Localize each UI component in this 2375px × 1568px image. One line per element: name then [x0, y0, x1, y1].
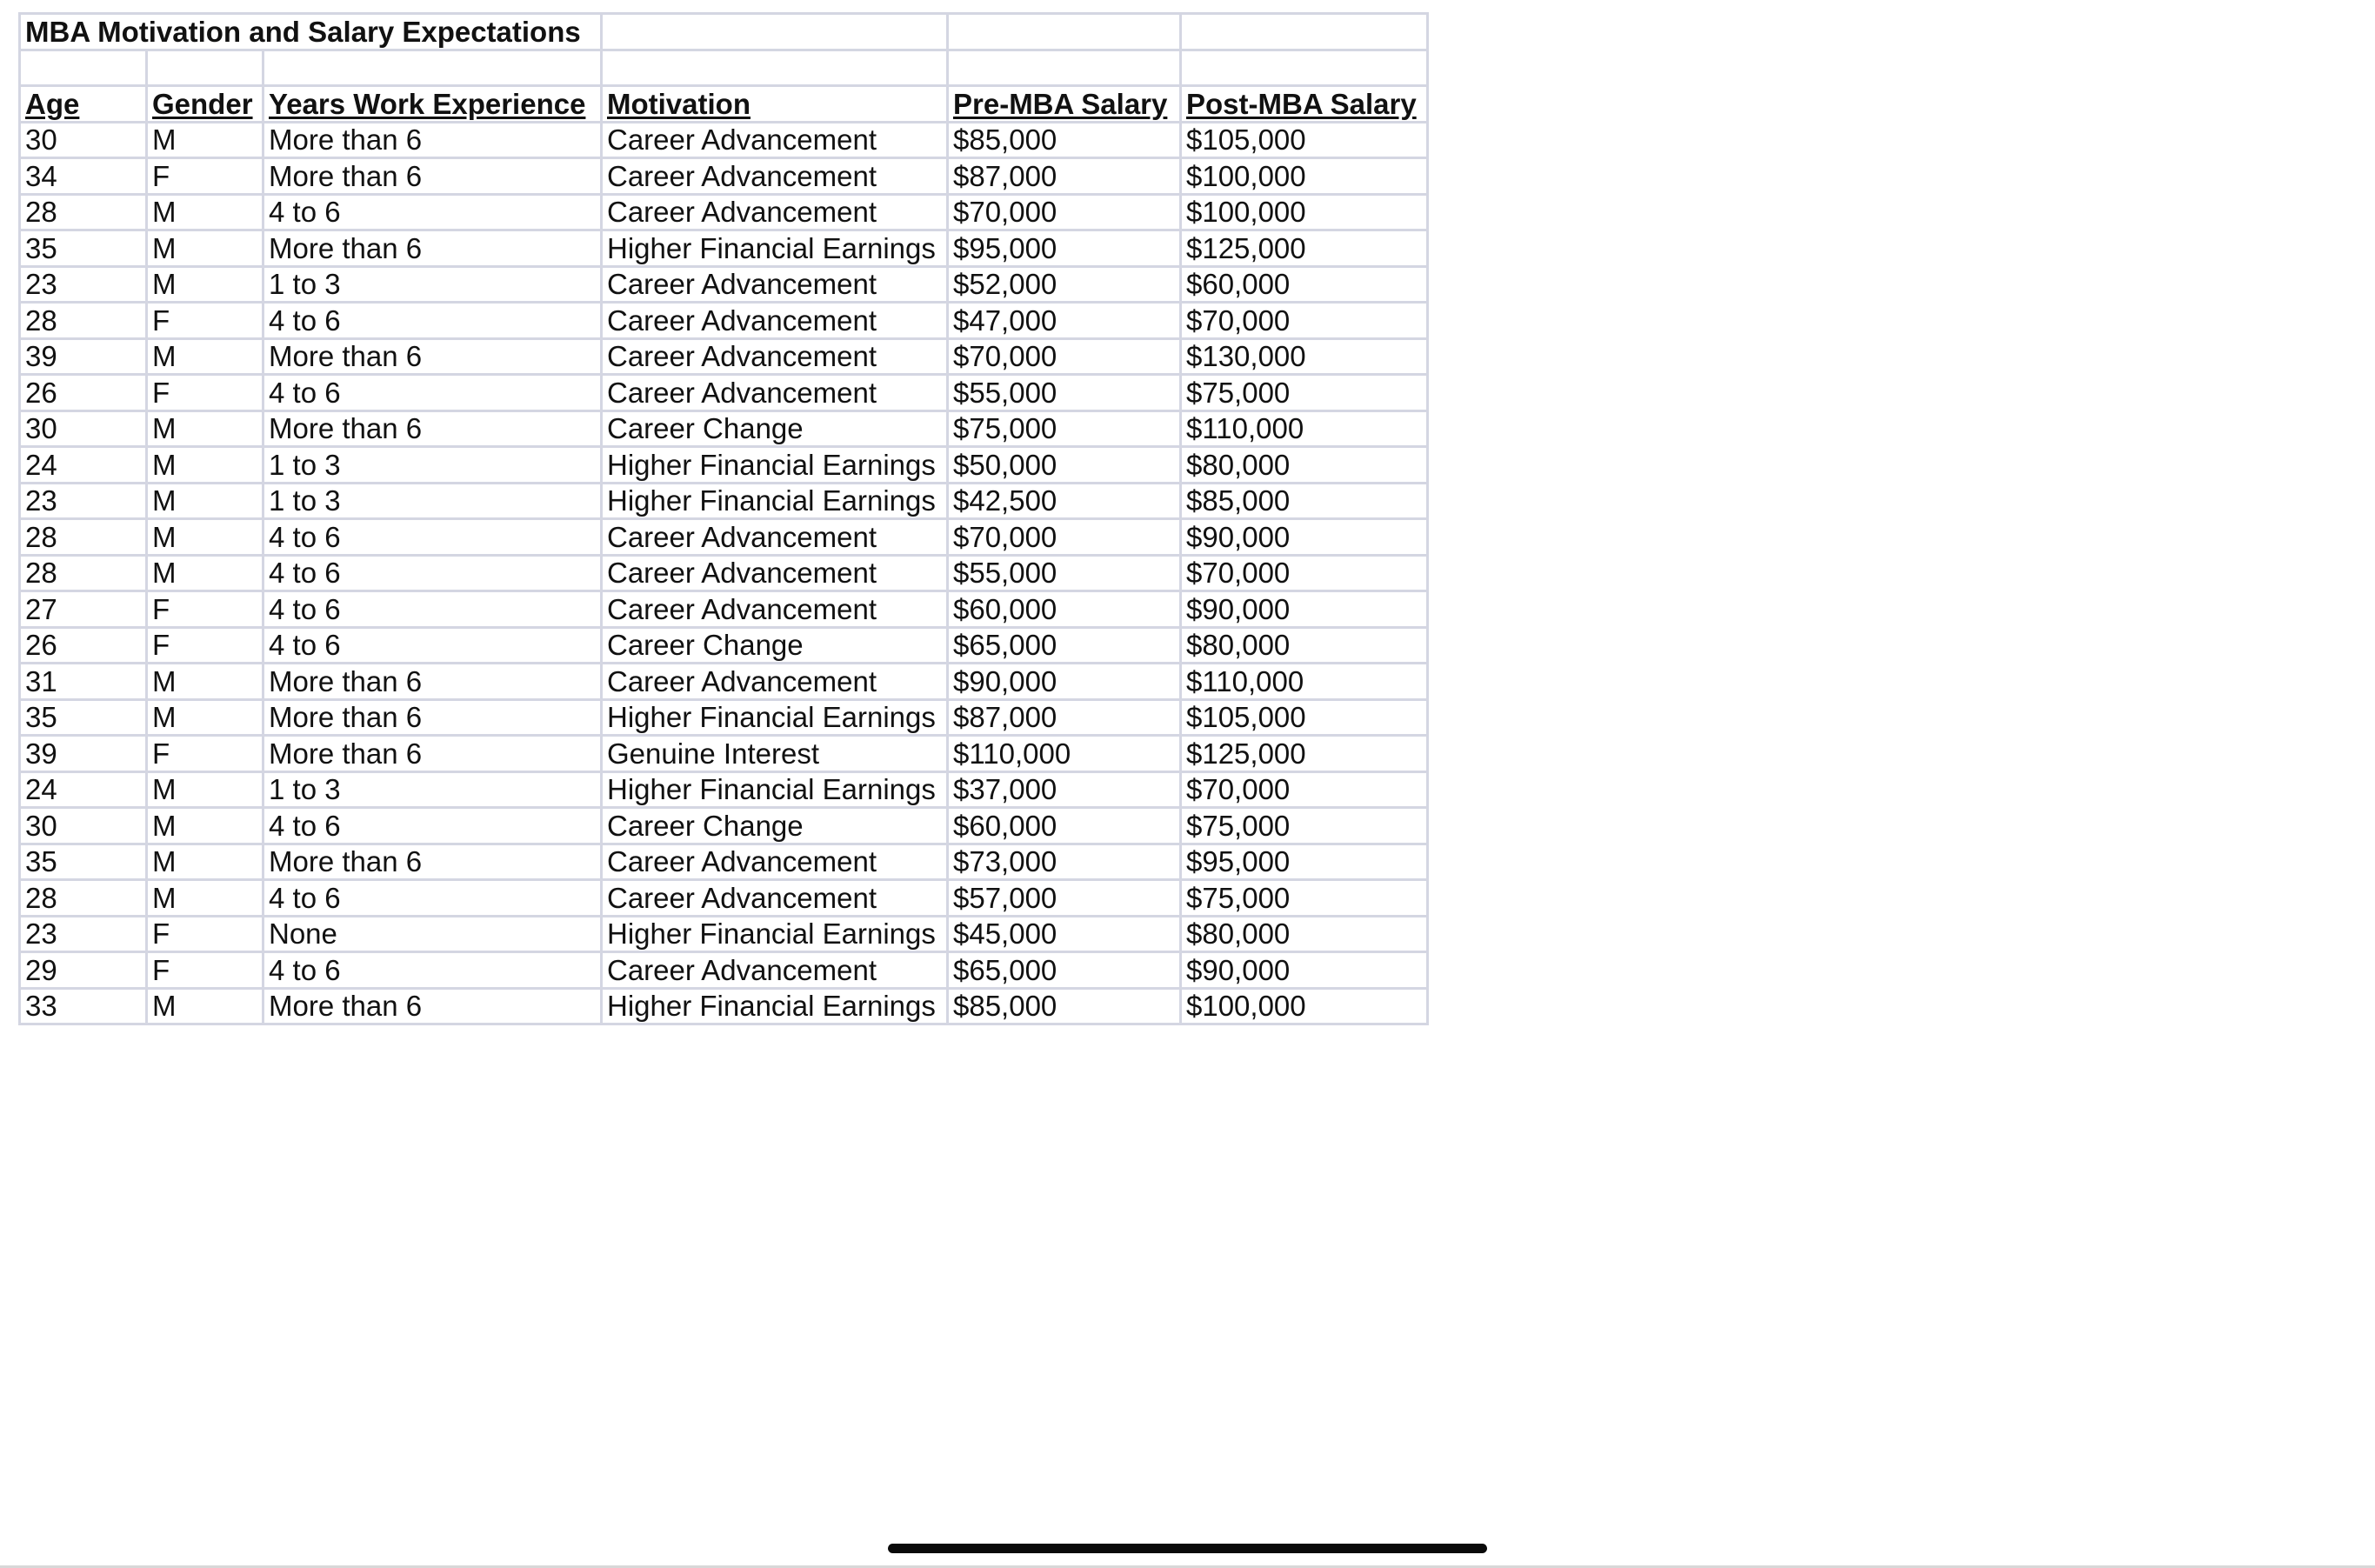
- pre-mba-salary-cell[interactable]: $87,000: [948, 158, 1181, 195]
- table-row: [20, 880, 1428, 917]
- motivation-cell[interactable]: Career Advancement: [602, 338, 948, 375]
- experience-cell[interactable]: 4 to 6: [264, 880, 602, 917]
- table-row: [20, 230, 1428, 267]
- experience-cell[interactable]: 4 to 6: [264, 303, 602, 339]
- table-row: [20, 194, 1428, 230]
- experience-cell[interactable]: 4 to 6: [264, 591, 602, 628]
- experience-cell[interactable]: 1 to 3: [264, 447, 602, 484]
- experience-cell[interactable]: More than 6: [264, 410, 602, 447]
- pre-mba-salary-cell[interactable]: $87,000: [948, 699, 1181, 736]
- age-cell[interactable]: 39: [20, 338, 147, 375]
- motivation-cell[interactable]: Career Advancement: [602, 375, 948, 411]
- pre-mba-salary-cell[interactable]: $110,000: [948, 736, 1181, 772]
- gender-cell[interactable]: M: [147, 122, 264, 158]
- pre-mba-salary-cell[interactable]: $73,000: [948, 844, 1181, 880]
- empty-cell[interactable]: [264, 50, 602, 86]
- post-mba-salary-cell[interactable]: $90,000: [1181, 519, 1428, 556]
- post-mba-salary-cell[interactable]: $95,000: [1181, 844, 1428, 880]
- gender-cell[interactable]: M: [147, 266, 264, 303]
- post-mba-salary-cell[interactable]: $75,000: [1181, 808, 1428, 844]
- gender-cell[interactable]: M: [147, 447, 264, 484]
- header-gender[interactable]: Gender: [147, 86, 264, 123]
- motivation-cell[interactable]: Higher Financial Earnings: [602, 771, 948, 808]
- gender-cell[interactable]: M: [147, 771, 264, 808]
- age-cell[interactable]: 26: [20, 375, 147, 411]
- age-cell[interactable]: 24: [20, 771, 147, 808]
- pre-mba-salary-cell[interactable]: $37,000: [948, 771, 1181, 808]
- pre-mba-salary-cell[interactable]: $70,000: [948, 194, 1181, 230]
- empty-cell[interactable]: [1181, 50, 1428, 86]
- motivation-cell[interactable]: Genuine Interest: [602, 736, 948, 772]
- motivation-cell[interactable]: Career Advancement: [602, 664, 948, 700]
- age-cell[interactable]: 34: [20, 158, 147, 195]
- home-indicator[interactable]: [888, 1544, 1487, 1553]
- age-cell[interactable]: 30: [20, 410, 147, 447]
- table-row: [20, 447, 1428, 484]
- experience-cell[interactable]: 4 to 6: [264, 808, 602, 844]
- pre-mba-salary-cell[interactable]: $55,000: [948, 375, 1181, 411]
- gender-cell[interactable]: F: [147, 952, 264, 989]
- post-mba-salary-cell[interactable]: $75,000: [1181, 880, 1428, 917]
- motivation-cell[interactable]: Career Advancement: [602, 880, 948, 917]
- gender-cell[interactable]: M: [147, 880, 264, 917]
- pre-mba-salary-cell[interactable]: $52,000: [948, 266, 1181, 303]
- motivation-cell[interactable]: Higher Financial Earnings: [602, 916, 948, 952]
- experience-cell[interactable]: 4 to 6: [264, 627, 602, 664]
- age-cell[interactable]: 23: [20, 483, 147, 519]
- empty-cell[interactable]: [20, 50, 147, 86]
- age-cell[interactable]: 30: [20, 808, 147, 844]
- age-cell[interactable]: 39: [20, 736, 147, 772]
- experience-cell[interactable]: More than 6: [264, 230, 602, 267]
- table-row: [20, 266, 1428, 303]
- age-cell[interactable]: 31: [20, 664, 147, 700]
- table-row: [20, 483, 1428, 519]
- experience-cell[interactable]: More than 6: [264, 699, 602, 736]
- pre-mba-salary-cell[interactable]: $65,000: [948, 627, 1181, 664]
- header-years-work-experience[interactable]: Years Work Experience: [264, 86, 602, 123]
- gender-cell[interactable]: M: [147, 194, 264, 230]
- post-mba-salary-cell[interactable]: $100,000: [1181, 194, 1428, 230]
- post-mba-salary-cell[interactable]: $125,000: [1181, 736, 1428, 772]
- pre-mba-salary-cell[interactable]: $70,000: [948, 519, 1181, 556]
- experience-cell[interactable]: 1 to 3: [264, 266, 602, 303]
- header-row: [20, 86, 1428, 123]
- table-row: [20, 952, 1428, 989]
- age-cell[interactable]: 26: [20, 627, 147, 664]
- gender-cell[interactable]: F: [147, 916, 264, 952]
- table-row: [20, 988, 1428, 1024]
- age-cell[interactable]: 35: [20, 230, 147, 267]
- pre-mba-salary-cell[interactable]: $45,000: [948, 916, 1181, 952]
- empty-cell[interactable]: [948, 14, 1181, 50]
- gender-cell[interactable]: F: [147, 591, 264, 628]
- gender-cell[interactable]: M: [147, 988, 264, 1024]
- age-cell[interactable]: 35: [20, 844, 147, 880]
- table-row: [20, 338, 1428, 375]
- age-cell[interactable]: 30: [20, 122, 147, 158]
- experience-cell[interactable]: 4 to 6: [264, 375, 602, 411]
- table-row: [20, 771, 1428, 808]
- experience-cell[interactable]: More than 6: [264, 664, 602, 700]
- motivation-cell[interactable]: Career Advancement: [602, 952, 948, 989]
- table-row: [20, 627, 1428, 664]
- post-mba-salary-cell[interactable]: $70,000: [1181, 555, 1428, 591]
- age-cell[interactable]: 28: [20, 519, 147, 556]
- experience-cell[interactable]: More than 6: [264, 988, 602, 1024]
- pre-mba-salary-cell[interactable]: $57,000: [948, 880, 1181, 917]
- age-cell[interactable]: 23: [20, 916, 147, 952]
- experience-cell[interactable]: More than 6: [264, 844, 602, 880]
- empty-cell[interactable]: [147, 50, 264, 86]
- gender-cell[interactable]: M: [147, 844, 264, 880]
- motivation-cell[interactable]: Career Change: [602, 627, 948, 664]
- experience-cell[interactable]: 4 to 6: [264, 555, 602, 591]
- motivation-cell[interactable]: Career Advancement: [602, 555, 948, 591]
- motivation-cell[interactable]: Higher Financial Earnings: [602, 988, 948, 1024]
- motivation-cell[interactable]: Career Change: [602, 808, 948, 844]
- gender-cell[interactable]: F: [147, 303, 264, 339]
- pre-mba-salary-cell[interactable]: $60,000: [948, 591, 1181, 628]
- post-mba-salary-cell[interactable]: $100,000: [1181, 988, 1428, 1024]
- age-cell[interactable]: 29: [20, 952, 147, 989]
- table-row: [20, 844, 1428, 880]
- post-mba-salary-cell[interactable]: $130,000: [1181, 338, 1428, 375]
- post-mba-salary-cell[interactable]: $80,000: [1181, 447, 1428, 484]
- gender-cell[interactable]: M: [147, 808, 264, 844]
- experience-cell[interactable]: 4 to 6: [264, 952, 602, 989]
- age-cell[interactable]: 24: [20, 447, 147, 484]
- motivation-cell[interactable]: Higher Financial Earnings: [602, 447, 948, 484]
- experience-cell[interactable]: 1 to 3: [264, 771, 602, 808]
- title-row: [20, 14, 1428, 50]
- spreadsheet-table: [18, 12, 1429, 1025]
- post-mba-salary-cell[interactable]: $110,000: [1181, 664, 1428, 700]
- post-mba-salary-cell[interactable]: $90,000: [1181, 591, 1428, 628]
- post-mba-salary-cell[interactable]: $70,000: [1181, 303, 1428, 339]
- table-row: [20, 699, 1428, 736]
- table-row: [20, 410, 1428, 447]
- gender-cell[interactable]: M: [147, 519, 264, 556]
- table-row: [20, 303, 1428, 339]
- pre-mba-salary-cell[interactable]: $65,000: [948, 952, 1181, 989]
- gender-cell[interactable]: M: [147, 338, 264, 375]
- spreadsheet-body: [20, 14, 1428, 1024]
- age-cell[interactable]: 27: [20, 591, 147, 628]
- age-cell[interactable]: 28: [20, 194, 147, 230]
- gender-cell[interactable]: F: [147, 158, 264, 195]
- post-mba-salary-cell[interactable]: $100,000: [1181, 158, 1428, 195]
- table-row: [20, 519, 1428, 556]
- motivation-cell[interactable]: Career Advancement: [602, 591, 948, 628]
- pre-mba-salary-cell[interactable]: $75,000: [948, 410, 1181, 447]
- header-post-mba-salary[interactable]: Post-MBA Salary: [1181, 86, 1428, 123]
- post-mba-salary-cell[interactable]: $125,000: [1181, 230, 1428, 267]
- experience-cell[interactable]: 4 to 6: [264, 194, 602, 230]
- post-mba-salary-cell[interactable]: $80,000: [1181, 916, 1428, 952]
- age-cell[interactable]: 33: [20, 988, 147, 1024]
- post-mba-salary-cell[interactable]: $90,000: [1181, 952, 1428, 989]
- table-row: [20, 916, 1428, 952]
- post-mba-salary-cell[interactable]: $85,000: [1181, 483, 1428, 519]
- pre-mba-salary-cell[interactable]: $55,000: [948, 555, 1181, 591]
- experience-cell[interactable]: More than 6: [264, 736, 602, 772]
- pre-mba-salary-cell[interactable]: $85,000: [948, 122, 1181, 158]
- table-row: [20, 591, 1428, 628]
- post-mba-salary-cell[interactable]: $105,000: [1181, 699, 1428, 736]
- sheet-title[interactable]: MBA Motivation and Salary Expectations: [20, 14, 602, 50]
- pre-mba-salary-cell[interactable]: $95,000: [948, 230, 1181, 267]
- blank-row: [20, 50, 1428, 86]
- motivation-cell[interactable]: Career Advancement: [602, 519, 948, 556]
- post-mba-salary-cell[interactable]: $70,000: [1181, 771, 1428, 808]
- experience-cell[interactable]: More than 6: [264, 338, 602, 375]
- post-mba-salary-cell[interactable]: $80,000: [1181, 627, 1428, 664]
- experience-cell[interactable]: More than 6: [264, 122, 602, 158]
- motivation-cell[interactable]: Career Advancement: [602, 266, 948, 303]
- empty-cell[interactable]: [602, 14, 948, 50]
- header-age[interactable]: Age: [20, 86, 147, 123]
- table-row: [20, 808, 1428, 844]
- gender-cell[interactable]: F: [147, 375, 264, 411]
- motivation-cell[interactable]: Higher Financial Earnings: [602, 230, 948, 267]
- experience-cell[interactable]: None: [264, 916, 602, 952]
- header-motivation[interactable]: Motivation: [602, 86, 948, 123]
- table-row: [20, 158, 1428, 195]
- motivation-cell[interactable]: Career Advancement: [602, 844, 948, 880]
- post-mba-salary-cell[interactable]: $60,000: [1181, 266, 1428, 303]
- table-row: [20, 664, 1428, 700]
- experience-cell[interactable]: 1 to 3: [264, 483, 602, 519]
- post-mba-salary-cell[interactable]: $105,000: [1181, 122, 1428, 158]
- gender-cell[interactable]: M: [147, 230, 264, 267]
- motivation-cell[interactable]: Higher Financial Earnings: [602, 483, 948, 519]
- motivation-cell[interactable]: Career Advancement: [602, 158, 948, 195]
- empty-cell[interactable]: [948, 50, 1181, 86]
- motivation-cell[interactable]: Career Advancement: [602, 194, 948, 230]
- gender-cell[interactable]: M: [147, 664, 264, 700]
- table-row: [20, 555, 1428, 591]
- gender-cell[interactable]: F: [147, 627, 264, 664]
- gender-cell[interactable]: M: [147, 555, 264, 591]
- age-cell[interactable]: 28: [20, 880, 147, 917]
- pre-mba-salary-cell[interactable]: $60,000: [948, 808, 1181, 844]
- empty-cell[interactable]: [602, 50, 948, 86]
- post-mba-salary-cell[interactable]: $75,000: [1181, 375, 1428, 411]
- motivation-cell[interactable]: Career Advancement: [602, 303, 948, 339]
- pre-mba-salary-cell[interactable]: $42,500: [948, 483, 1181, 519]
- gender-cell[interactable]: M: [147, 410, 264, 447]
- gender-cell[interactable]: F: [147, 736, 264, 772]
- pre-mba-salary-cell[interactable]: $47,000: [948, 303, 1181, 339]
- age-cell[interactable]: 35: [20, 699, 147, 736]
- age-cell[interactable]: 28: [20, 303, 147, 339]
- age-cell[interactable]: 23: [20, 266, 147, 303]
- table-row: [20, 736, 1428, 772]
- empty-cell[interactable]: [1181, 14, 1428, 50]
- pre-mba-salary-cell[interactable]: $70,000: [948, 338, 1181, 375]
- pre-mba-salary-cell[interactable]: $85,000: [948, 988, 1181, 1024]
- experience-cell[interactable]: More than 6: [264, 158, 602, 195]
- gender-cell[interactable]: M: [147, 699, 264, 736]
- post-mba-salary-cell[interactable]: $110,000: [1181, 410, 1428, 447]
- motivation-cell[interactable]: Career Advancement: [602, 122, 948, 158]
- motivation-cell[interactable]: Career Change: [602, 410, 948, 447]
- pre-mba-salary-cell[interactable]: $50,000: [948, 447, 1181, 484]
- age-cell[interactable]: 28: [20, 555, 147, 591]
- header-pre-mba-salary[interactable]: Pre-MBA Salary: [948, 86, 1181, 123]
- table-row: [20, 375, 1428, 411]
- table-row: [20, 122, 1428, 158]
- experience-cell[interactable]: 4 to 6: [264, 519, 602, 556]
- gender-cell[interactable]: M: [147, 483, 264, 519]
- pre-mba-salary-cell[interactable]: $90,000: [948, 664, 1181, 700]
- motivation-cell[interactable]: Higher Financial Earnings: [602, 699, 948, 736]
